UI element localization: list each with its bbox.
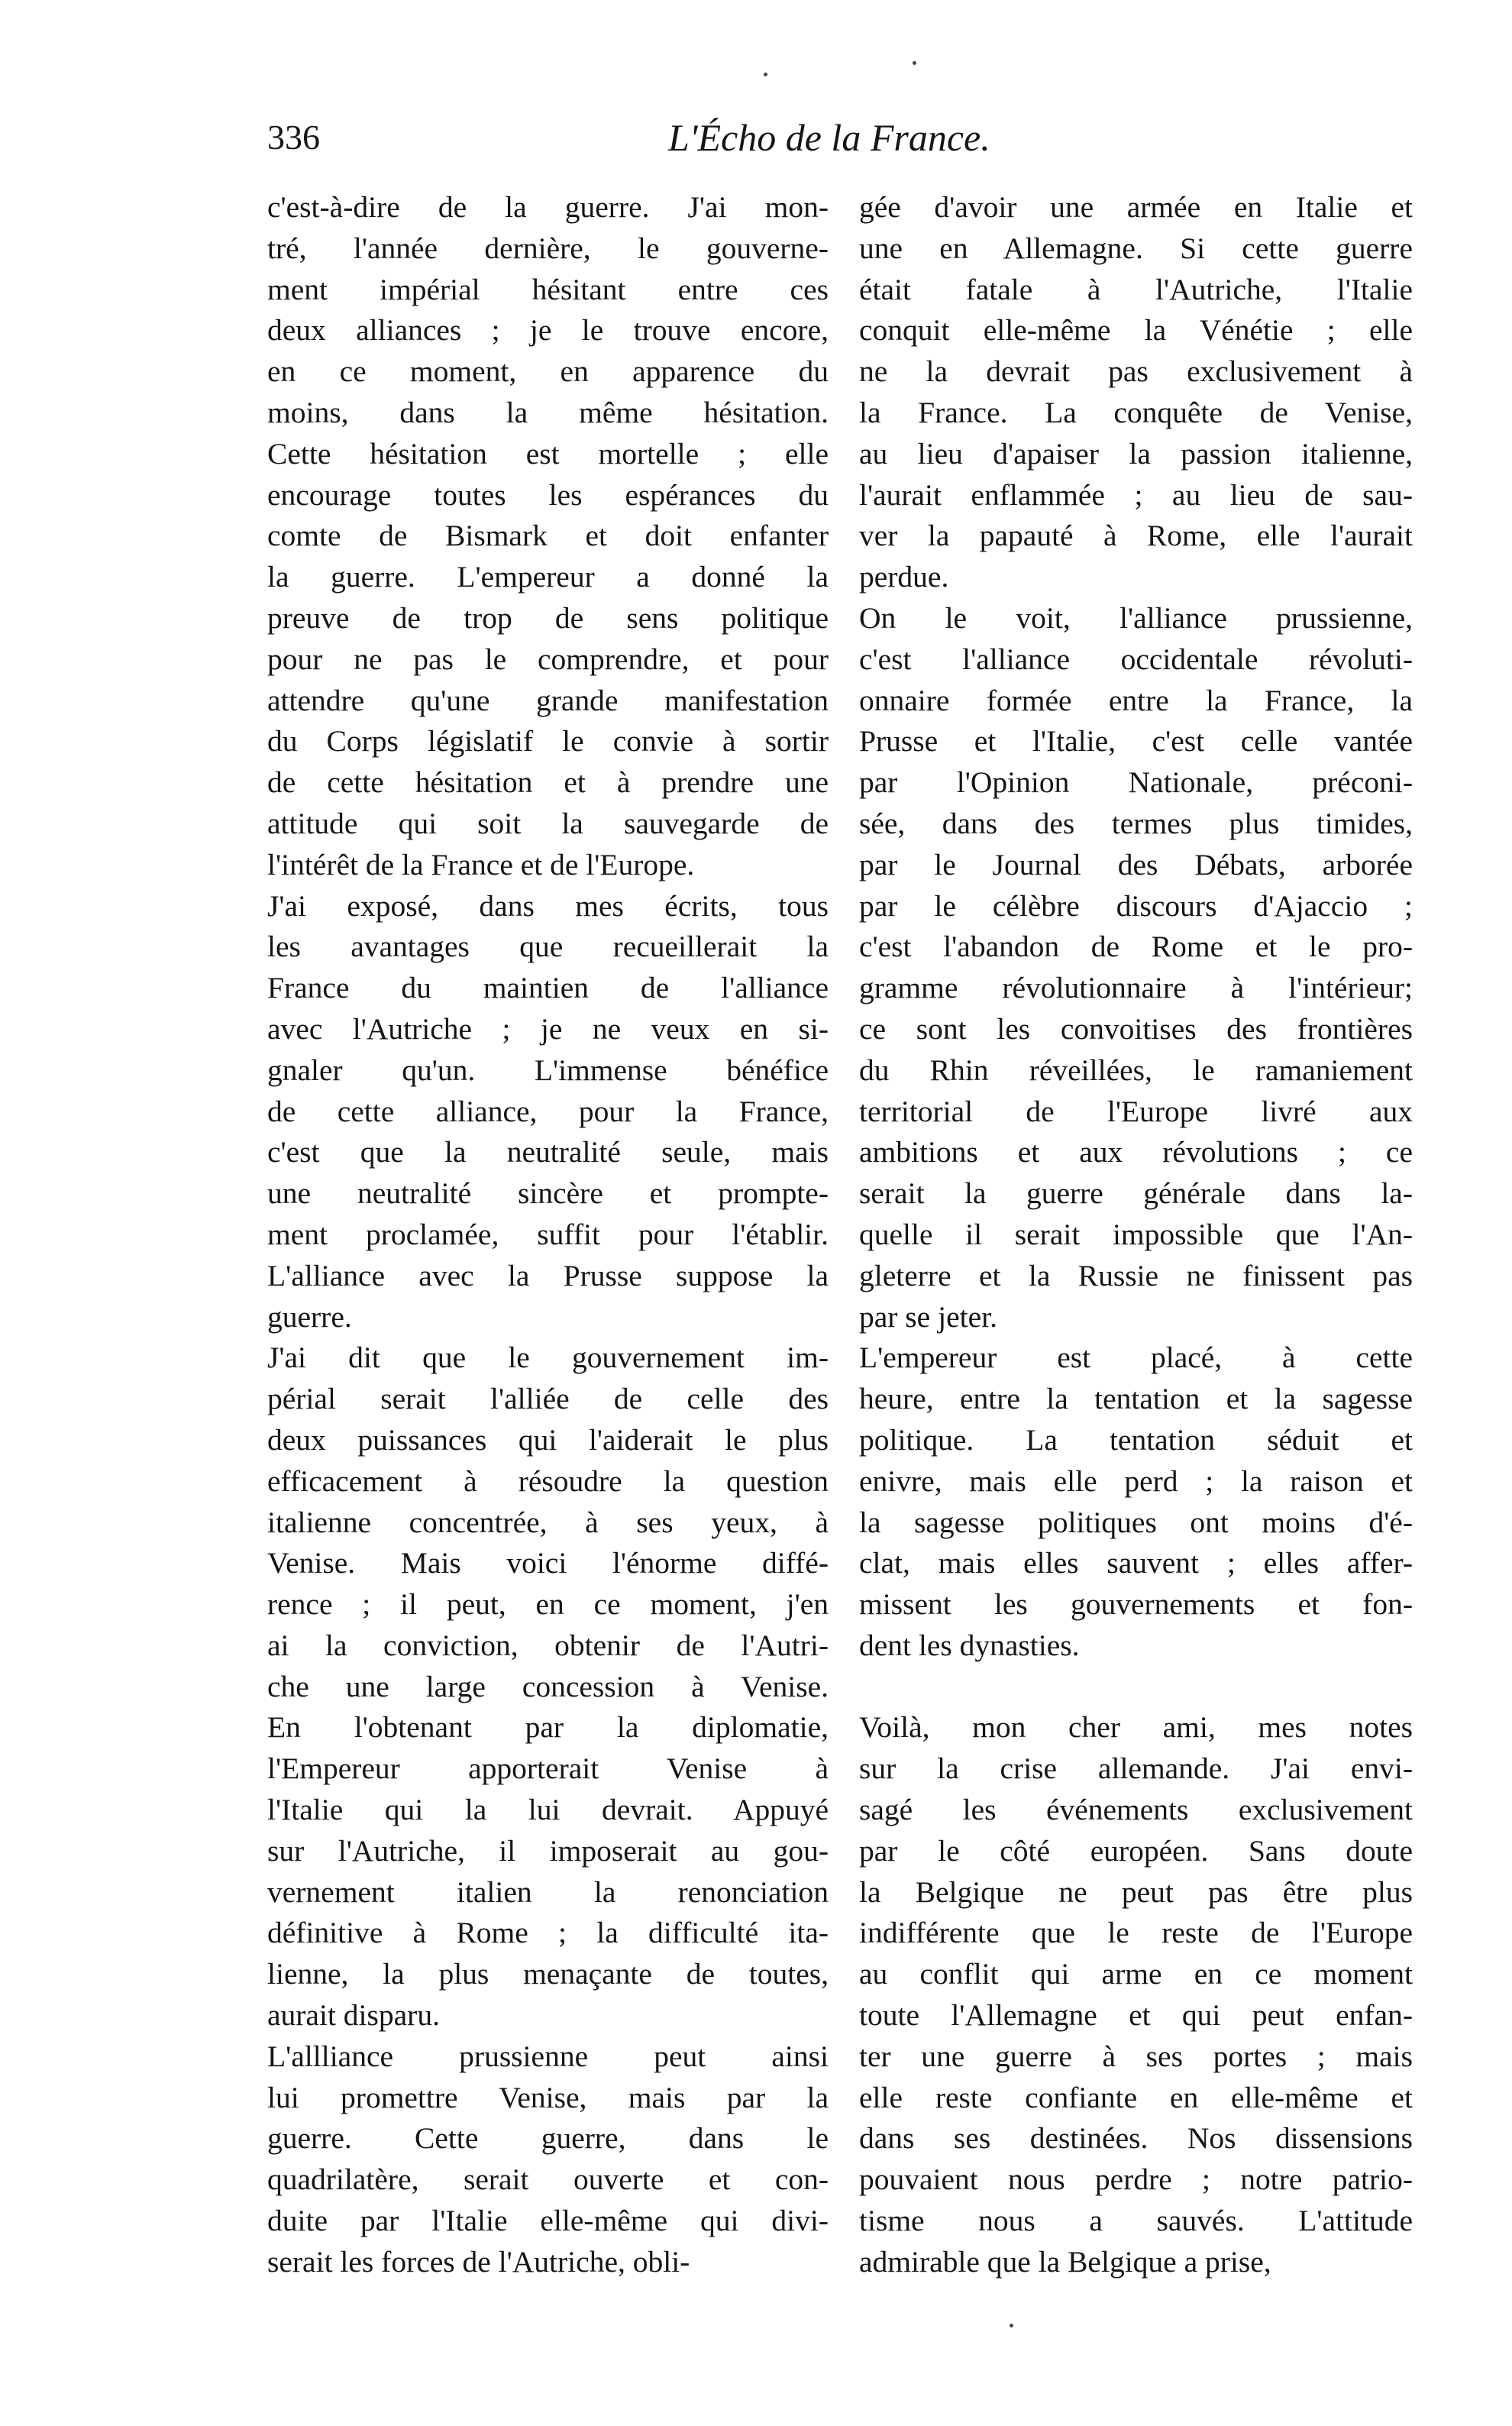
- text-line: c'est-à-dire de la guerre. J'ai mon-: [267, 190, 829, 224]
- text-line: pouvaient nous perdre ; notre patrio-: [859, 2162, 1413, 2197]
- text-line: rence ; il peut, en ce moment, j'en: [267, 1587, 829, 1622]
- text-line: che une large concession à Venise.: [267, 1669, 829, 1703]
- text-line: au conflit qui arme en ce moment: [859, 1957, 1413, 1991]
- text-line: par le côté européen. Sans doute: [859, 1833, 1413, 1868]
- text-line: ce sont les convoitises des frontières: [859, 1011, 1413, 1046]
- text-line: périal serait l'alliée de celle des: [267, 1382, 829, 1416]
- text-line: ne la devrait pas exclusivement à: [859, 354, 1413, 389]
- text-line: politique. La tentation séduit et: [859, 1422, 1413, 1457]
- text-line: du Rhin réveillées, le ramaniement: [859, 1053, 1413, 1087]
- text-line: ment proclamée, suffit pour l'établir.: [267, 1217, 829, 1251]
- text-line: Cette hésitation est mortelle ; elle: [267, 436, 829, 471]
- text-line: sur la crise allemande. J'ai envi-: [859, 1752, 1413, 1786]
- text-line: efficacement à résoudre la question: [267, 1464, 829, 1498]
- text-line: deux puissances qui l'aiderait le plus: [267, 1422, 829, 1457]
- text-line: missent les gouvernements et fon-: [859, 1587, 1413, 1622]
- text-line: elle reste confiante en elle-même et: [859, 2080, 1413, 2114]
- text-line: dent les dynasties.: [859, 1628, 1080, 1662]
- text-line: deux alliances ; je le trouve encore,: [267, 313, 829, 348]
- text-line: conquit elle-même la Vénétie ; elle: [859, 313, 1413, 348]
- text-line: tisme nous a sauvés. L'attitude: [859, 2204, 1413, 2238]
- text-line: c'est que la neutralité seule, mais: [267, 1135, 829, 1169]
- text-line: définitive à Rome ; la difficulté ita-: [267, 1916, 829, 1950]
- text-line: ver la papauté à Rome, elle l'aurait: [859, 519, 1413, 553]
- text-line: L'allliance prussienne peut ainsi: [267, 2039, 829, 2073]
- text-line: L'alliance avec la Prusse suppose la: [267, 1258, 829, 1292]
- text-line: J'ai exposé, dans mes écrits, tous: [267, 888, 829, 923]
- text-line: était fatale à l'Autriche, l'Italie: [859, 272, 1413, 306]
- text-line: l'aurait enflammée ; au lieu de sau-: [859, 477, 1413, 512]
- text-line: la sagesse politiques ont moins d'é-: [859, 1505, 1413, 1539]
- text-line: gnaler qu'un. L'immense bénéfice: [267, 1053, 829, 1087]
- text-line: par le Journal des Débats, arborée: [859, 847, 1413, 881]
- text-line: l'intérêt de la France et de l'Europe.: [267, 847, 695, 881]
- left-text-column: [267, 187, 829, 2283]
- text-line: ter une guerre à ses portes ; mais: [859, 2039, 1413, 2073]
- text-line: toute l'Allemagne et qui peut enfan-: [859, 1998, 1413, 2033]
- text-line: l'Italie qui la lui devrait. Appuyé: [267, 1793, 829, 1827]
- text-line: avec l'Autriche ; je ne veux en si-: [267, 1011, 829, 1046]
- text-line: italienne concentrée, à ses yeux, à: [267, 1505, 829, 1539]
- text-line: territorial de l'Europe livré aux: [859, 1094, 1413, 1128]
- text-line: L'empereur est placé, à cette: [859, 1341, 1413, 1375]
- text-line: la France. La conquête de Venise,: [859, 395, 1413, 429]
- text-line: moins, dans la même hésitation.: [267, 395, 829, 429]
- page-number: 336: [267, 118, 320, 157]
- text-line: quelle il serait impossible que l'An-: [859, 1217, 1413, 1251]
- speck-mark: [1010, 2324, 1013, 2327]
- text-line: clat, mais elles sauvent ; elles affer-: [859, 1546, 1413, 1580]
- text-line: Voilà, mon cher ami, mes notes: [859, 1710, 1413, 1745]
- text-line: gramme révolutionnaire à l'intérieur;: [859, 971, 1413, 1005]
- text-line: pour ne pas le comprendre, et pour: [267, 642, 829, 676]
- text-line: J'ai dit que le gouvernement im-: [267, 1341, 829, 1375]
- text-line: au lieu d'apaiser la passion italienne,: [859, 436, 1413, 471]
- text-line: serait les forces de l'Autriche, obli-: [267, 2244, 690, 2279]
- text-line: admirable que la Belgique a prise,: [859, 2244, 1271, 2279]
- text-line: de cette hésitation et à prendre une: [267, 765, 829, 800]
- text-line: France du maintien de l'alliance: [267, 971, 829, 1005]
- text-line: comte de Bismark et doit enfanter: [267, 519, 829, 553]
- page-header: [267, 115, 1031, 168]
- text-line: Venise. Mais voici l'énorme diffé-: [267, 1546, 829, 1580]
- text-line: par l'Opinion Nationale, préconi-: [859, 765, 1413, 800]
- text-line: ment impérial hésitant entre ces: [267, 272, 829, 306]
- text-line: Prusse et l'Italie, c'est celle vantée: [859, 724, 1413, 759]
- text-line: vernement italien la renonciation: [267, 1874, 829, 1909]
- speck-mark: [913, 61, 916, 65]
- text-line: quadrilatère, serait ouverte et con-: [267, 2162, 829, 2197]
- text-line: perdue.: [859, 560, 949, 594]
- text-line: du Corps législatif le convie à sortir: [267, 724, 829, 759]
- text-line: preuve de trop de sens politique: [267, 600, 829, 635]
- speck-mark: [764, 73, 767, 76]
- text-line: de cette alliance, pour la France,: [267, 1094, 829, 1128]
- text-line: tré, l'année dernière, le gouverne-: [267, 231, 829, 265]
- text-line: l'Empereur apporterait Venise à: [267, 1752, 829, 1786]
- text-line: heure, entre la tentation et la sagesse: [859, 1382, 1413, 1416]
- text-line: En l'obtenant par la diplomatie,: [267, 1710, 829, 1745]
- text-line: c'est l'alliance occidentale révoluti-: [859, 642, 1413, 676]
- text-line: sée, dans des termes plus timides,: [859, 806, 1413, 840]
- text-line: aurait disparu.: [267, 1998, 440, 2033]
- text-line: par se jeter.: [859, 1299, 997, 1334]
- text-line: attitude qui soit la sauvegarde de: [267, 806, 829, 840]
- text-line: dans ses destinées. Nos dissensions: [859, 2121, 1413, 2156]
- text-line: une en Allemagne. Si cette guerre: [859, 231, 1413, 265]
- text-line: sur l'Autriche, il imposerait au gou-: [267, 1833, 829, 1868]
- text-line: c'est l'abandon de Rome et le pro-: [859, 930, 1413, 964]
- text-line: la Belgique ne peut pas être plus: [859, 1874, 1413, 1909]
- text-line: duite par l'Italie elle-même qui divi-: [267, 2204, 829, 2238]
- text-line: encourage toutes les espérances du: [267, 477, 829, 512]
- text-line: [859, 1667, 1413, 1708]
- text-line: guerre. Cette guerre, dans le: [267, 2121, 829, 2156]
- text-line: sagé les événements exclusivement: [859, 1793, 1413, 1827]
- running-title: L'Écho de la France.: [668, 116, 990, 159]
- text-line: ambitions et aux révolutions ; ce: [859, 1135, 1413, 1169]
- text-line: lienne, la plus menaçante de toutes,: [267, 1957, 829, 1991]
- right-text-column: [859, 187, 1413, 2283]
- text-line: attendre qu'une grande manifestation: [267, 683, 829, 717]
- text-line: gée d'avoir une armée en Italie et: [859, 190, 1413, 224]
- text-line: enivre, mais elle perd ; la raison et: [859, 1464, 1413, 1498]
- text-line: lui promettre Venise, mais par la: [267, 2080, 829, 2114]
- text-line: la guerre. L'empereur a donné la: [267, 560, 829, 594]
- text-line: ai la conviction, obtenir de l'Autri-: [267, 1628, 829, 1662]
- text-line: On le voit, l'alliance prussienne,: [859, 600, 1413, 635]
- text-line: onnaire formée entre la France, la: [859, 683, 1413, 717]
- text-line: par le célèbre discours d'Ajaccio ;: [859, 888, 1413, 923]
- text-line: indifférente que le reste de l'Europe: [859, 1916, 1413, 1950]
- text-line: serait la guerre générale dans la-: [859, 1176, 1413, 1211]
- text-line: une neutralité sincère et prompte-: [267, 1176, 829, 1211]
- text-line: guerre.: [267, 1299, 352, 1334]
- text-line: gleterre et la Russie ne finissent pas: [859, 1258, 1413, 1292]
- text-line: les avantages que recueillerait la: [267, 930, 829, 964]
- text-line: en ce moment, en apparence du: [267, 354, 829, 389]
